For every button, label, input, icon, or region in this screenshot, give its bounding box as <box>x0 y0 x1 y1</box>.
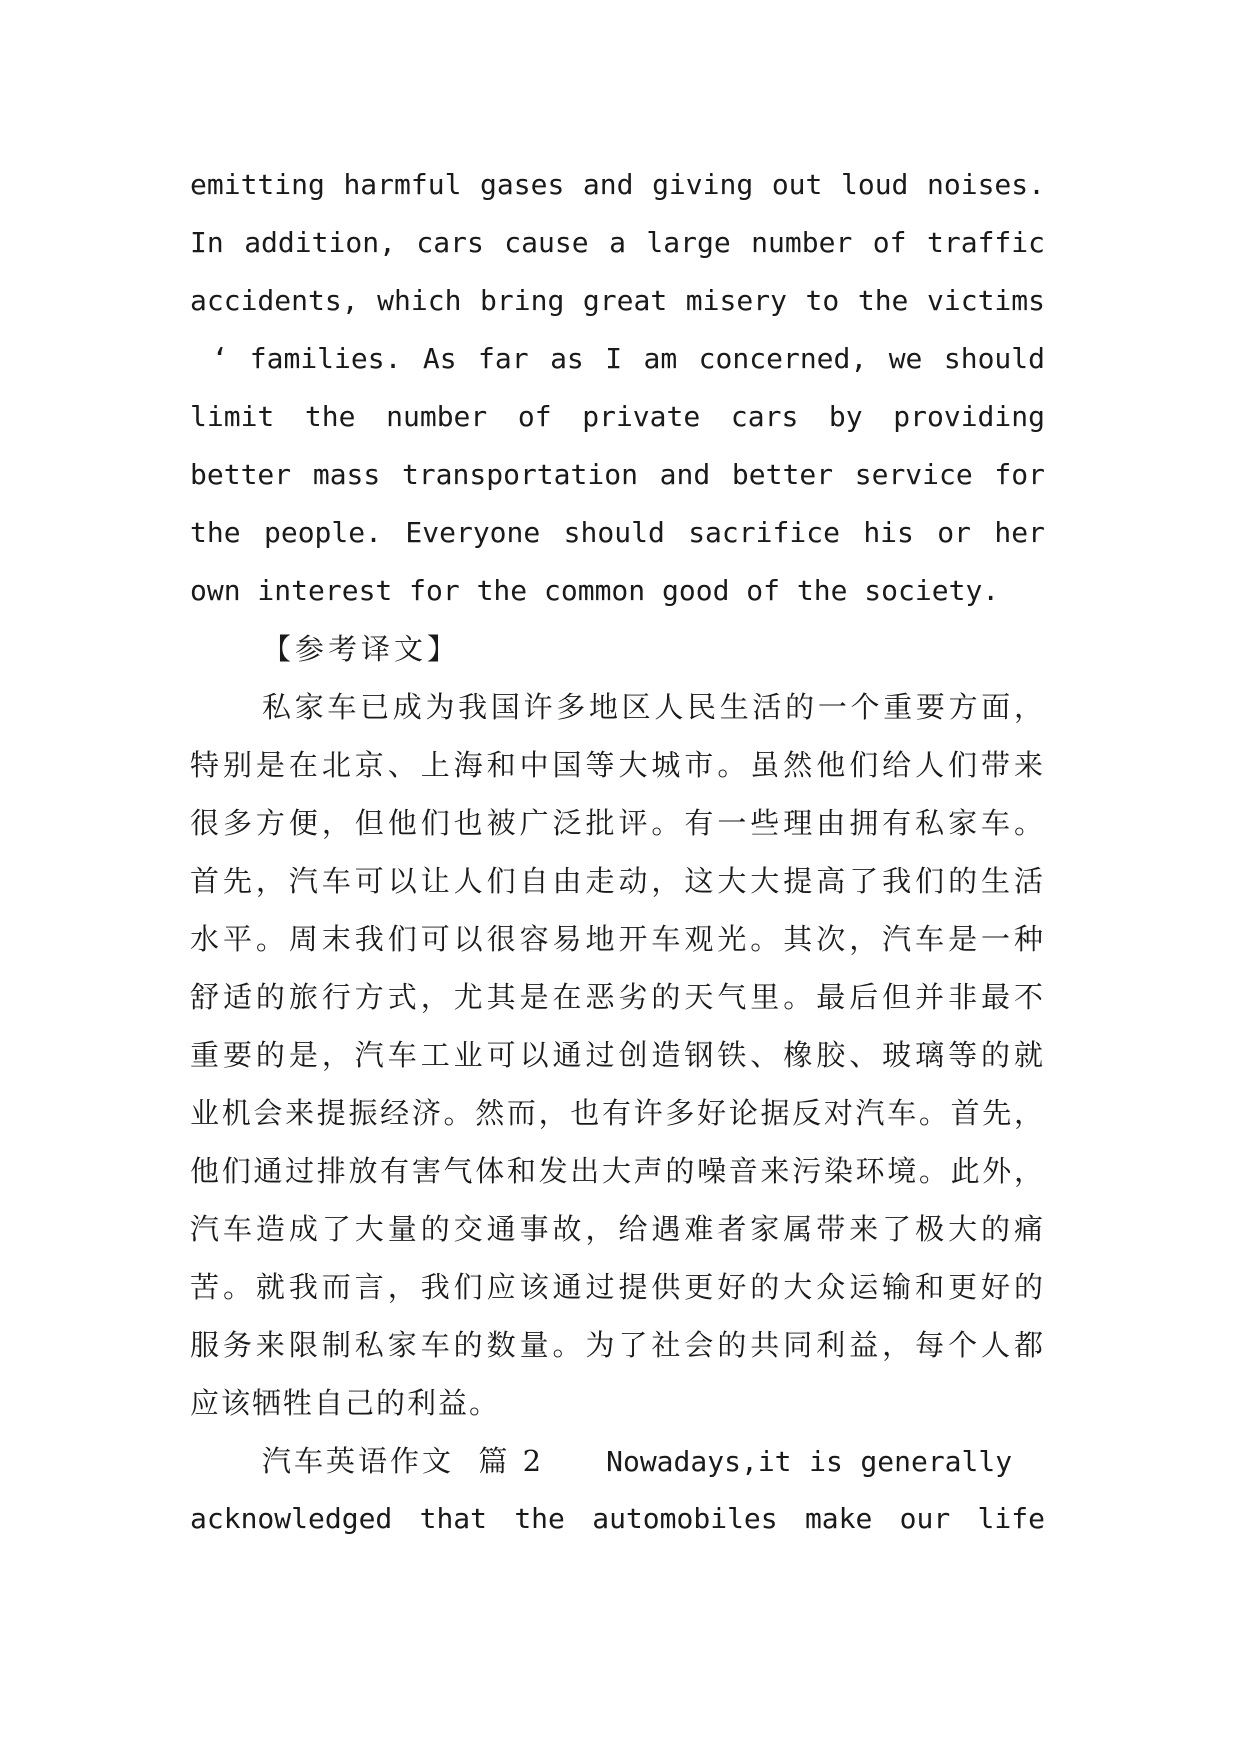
chinese-line-4: 首先，汽车可以让人们自由走动，这大大提高了我们的生活 <box>190 864 1045 898</box>
english-line-7: the people. Everyone should sacrifice his or her <box>190 516 1045 549</box>
english-line-1: emitting harmful gases and giving out loud noises. <box>190 168 1045 201</box>
chinese-line-6: 舒适的旅行方式，尤其是在恶劣的天气里。最后但并非最不 <box>190 980 1045 1014</box>
english-line-3: accidents, which bring great misery to the victims <box>190 284 1045 317</box>
english-line-5: limit the number of private cars by providing <box>190 400 1045 433</box>
chinese-line-13: 应该牺牲自己的利益。 <box>190 1386 501 1420</box>
section2-first-line-text: Nowadays,it is generally <box>606 1445 1013 1478</box>
chinese-line-10: 汽车造成了大量的交通事故，给遇难者家属带来了极大的痛 <box>190 1212 1045 1246</box>
section2-second-line: acknowledged that the automobiles make our life <box>190 1502 1045 1535</box>
chinese-line-8: 业机会来提振经济。然而，也有许多好论据反对汽车。首先， <box>190 1096 1045 1130</box>
chinese-line-12: 服务来限制私家车的数量。为了社会的共同利益，每个人都 <box>190 1328 1045 1362</box>
chinese-line-11: 苦。就我而言，我们应该通过提供更好的大众运输和更好的 <box>190 1270 1045 1304</box>
english-line-6: better mass transportation and better service for <box>190 458 1045 491</box>
english-line-2: In addition, cars cause a large number of traffic <box>190 226 1045 259</box>
chinese-line-2: 特别是在北京、上海和中国等大城市。虽然他们给人们带来 <box>190 748 1045 782</box>
chinese-line-7: 重要的是，汽车工业可以通过创造钢铁、橡胶、玻璃等的就 <box>190 1038 1045 1072</box>
chinese-line-5: 水平。周末我们可以很容易地开车观光。其次，汽车是一种 <box>190 922 1045 956</box>
section2-first-line <box>262 1441 1045 1481</box>
english-line-4: ‘ families. As far as I am concerned, we should <box>190 342 1045 375</box>
chinese-line-3: 很多方便，但他们也被广泛批评。有一些理由拥有私家车。 <box>190 806 1045 840</box>
chinese-line-1: 私家车已成为我国许多地区人民生活的一个重要方面， <box>262 690 1045 724</box>
chinese-line-9: 他们通过排放有害气体和发出大声的噪音来污染环境。此外， <box>190 1154 1045 1188</box>
section2-title: 汽车英语作文 篇 2 <box>262 1444 545 1478</box>
english-line-8: own interest for the common good of the society. <box>190 574 1000 607</box>
translation-heading: 【参考译文】 <box>262 632 461 666</box>
